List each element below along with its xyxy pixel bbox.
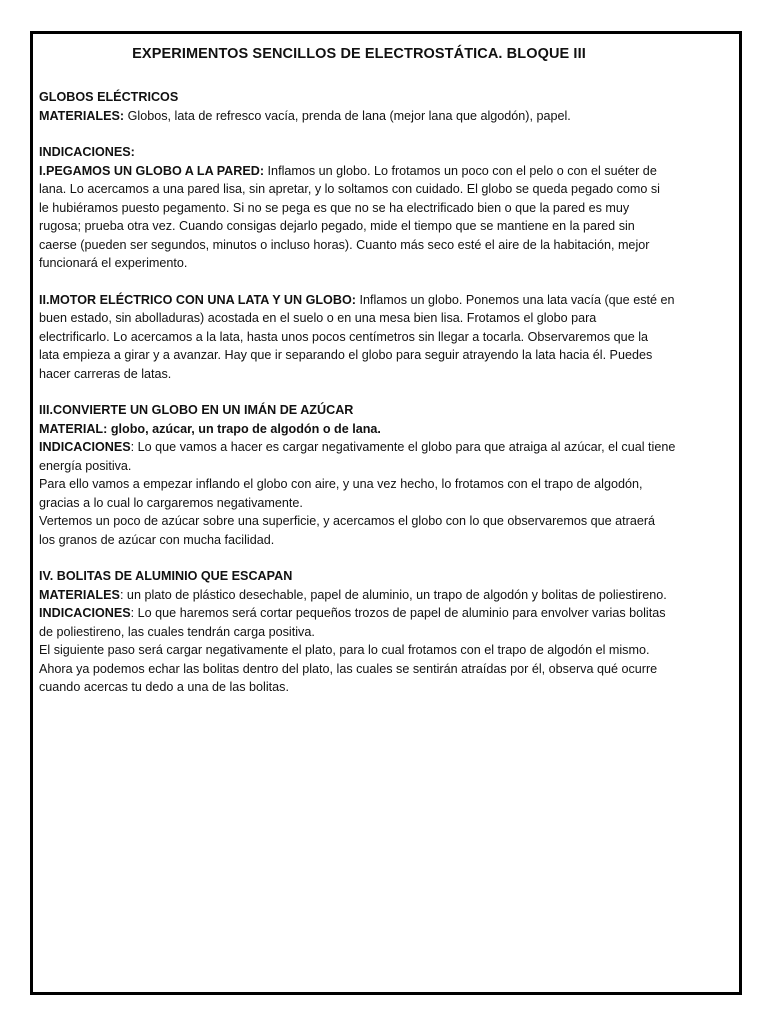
- paragraph-line: caerse (pueden ser segundos, minutos o incluso horas). Cuanto más seco esté el aire de la habitación, mejor: [39, 237, 650, 252]
- paragraph-line: de poliestireno, las cuales tendrán carga positiva.: [39, 624, 315, 639]
- paragraph-line: INDICACIONES: Lo que haremos será cortar pequeños trozos de papel de aluminio para envolver varias bolitas: [39, 606, 666, 620]
- section-bolitas-aluminio: [39, 567, 679, 697]
- indicaciones-heading: INDICACIONES:: [39, 145, 135, 159]
- paragraph-line: El siguiente paso será cargar negativamente el plato, para lo cual frotamos con el trapo de algodón el mismo.: [39, 643, 650, 657]
- paragraph-line: electrificarlo. Lo acercamos a la lata, hasta unos pocos centímetros sin llegar a tocarla. Observaremos que la: [39, 329, 648, 344]
- paragraph-line: le hubiéramos puesto pegamento. Si no se pega es que no se ha electrificado bien o que la pared es muy: [39, 200, 630, 215]
- materials-line: MATERIALES: Globos, lata de refresco vacía, prenda de lana (mejor lana que algodón), papel.: [39, 108, 571, 123]
- section-heading: GLOBOS ELÉCTRICOS: [39, 90, 179, 104]
- paragraph-line: Ahora ya podemos echar las bolitas dentro del plato, las cuales se sentirán atraídas por él, observa qué ocurre: [39, 661, 658, 676]
- paragraph-line: gracias a lo cual lo cargaremos negativamente.: [39, 495, 303, 510]
- paragraph-line: I.PEGAMOS UN GLOBO A LA PARED: Inflamos un globo. Lo frotamos un poco con el pelo o con el suéter de: [39, 163, 657, 178]
- section-motor-electrico: [39, 291, 679, 384]
- paragraph-line: energía positiva.: [39, 458, 132, 473]
- paragraph-line: Vertemos un poco de azúcar sobre una superficie, y acercamos el globo con lo que observaremos que atraerá: [39, 514, 656, 528]
- document-content: [39, 40, 679, 715]
- paragraph-line: lata empieza a girar y a avanzar. Hay que ir separando el globo para seguir atrayendo la lata hacia él. Puedes: [39, 348, 653, 362]
- document-title: EXPERIMENTOS SENCILLOS DE ELECTROSTÁTICA. BLOQUE III: [132, 46, 586, 62]
- paragraph-line: rugosa; prueba otra vez. Cuando consigas dejarlo pegado, mide el tiempo que se mantiene en la pared sin: [39, 219, 635, 233]
- section-globos-electricos: [39, 88, 679, 125]
- paragraph-line: funcionará el experimento.: [39, 256, 188, 270]
- paragraph-line: lana. Lo acercamos a una pared lisa, sin apretar, y lo soltamos con cuidado. El globo se queda pegado como si: [39, 182, 660, 196]
- section-iman-de-azucar: [39, 401, 679, 549]
- paragraph-line: II.MOTOR ELÉCTRICO CON UNA LATA Y UN GLOBO: Inflamos un globo. Ponemos una lata vacía (que esté en: [39, 292, 675, 307]
- paragraph-line: hacer carreras de latas.: [39, 366, 172, 381]
- section-heading: III.CONVIERTE UN GLOBO EN UN IMÁN DE AZÚCAR: [39, 403, 354, 417]
- paragraph-line: INDICACIONES: Lo que vamos a hacer es cargar negativamente el globo para que atraiga al azúcar, el cual tiene: [39, 440, 676, 454]
- materials-line: MATERIALES: un plato de plástico desechable, papel de aluminio, un trapo de algodón y bolitas de poliestireno.: [39, 587, 667, 602]
- material-line: MATERIAL: globo, azúcar, un trapo de algodón o de lana.: [39, 421, 381, 436]
- paragraph-line: buen estado, sin abolladuras) acostada en el suelo o en una mesa bien lisa. Frotamos el globo para: [39, 311, 597, 325]
- section-heading: IV. BOLITAS DE ALUMINIO QUE ESCAPAN: [39, 569, 293, 583]
- paragraph-line: Para ello vamos a empezar inflando el globo con aire, y una vez hecho, lo frotamos con el trapo de algodón,: [39, 477, 643, 491]
- section-indicaciones: [39, 143, 679, 273]
- paragraph-line: los granos de azúcar con mucha facilidad.: [39, 532, 275, 547]
- paragraph-line: cuando acercas tu dedo a una de las bolitas.: [39, 680, 289, 694]
